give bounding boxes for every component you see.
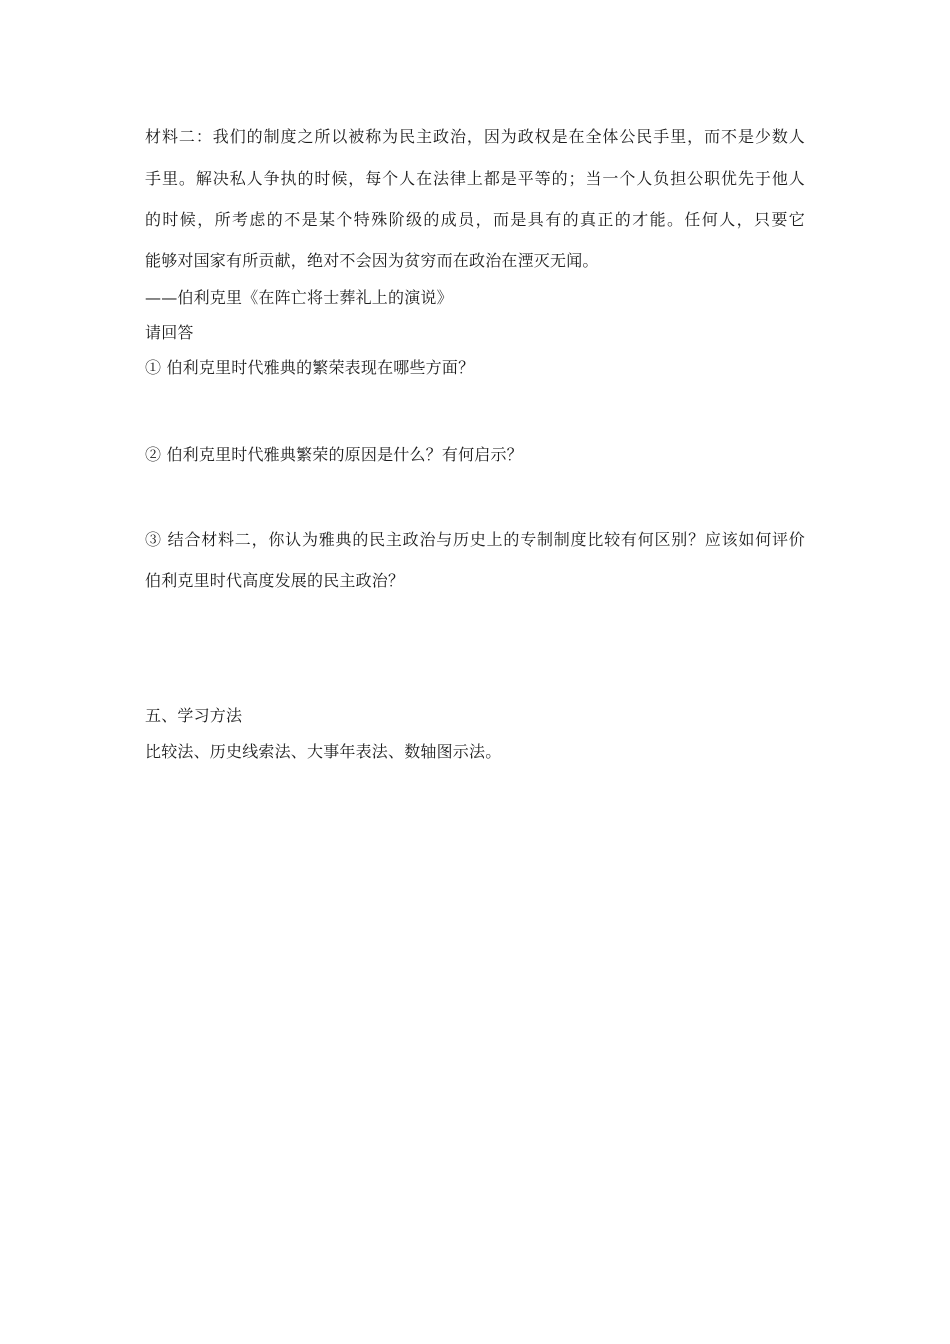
material2-line-4: 能够对国家有所贡献，绝对不会因为贫穷而在政治在湮灭无闻。	[145, 251, 599, 270]
material2-source: ——伯利克里《在阵亡将士葬礼上的演说》	[145, 288, 453, 307]
question-1: ① 伯利克里时代雅典的繁荣表现在哪些方面？	[145, 358, 475, 377]
question-3-line-2: 伯利克里时代高度发展的民主政治？	[145, 571, 405, 590]
section-5-content: 比较法、历史线索法、大事年表法、数轴图示法。	[145, 742, 502, 761]
question-3-line-1: ③ 结合材料二，你认为雅典的民主政治与历史上的专制制度比较有何区别？应该如何评价	[145, 530, 805, 549]
question-2: ② 伯利克里时代雅典繁荣的原因是什么？有何启示？	[145, 445, 523, 464]
material2-line-2: 手里。解决私人争执的时候，每个人在法律上都是平等的；当一个人负担公职优先于他人	[145, 169, 805, 188]
section-5-heading: 五、学习方法	[145, 706, 243, 725]
answer-prompt: 请回答	[145, 323, 194, 342]
material2-line-1: 材料二：我们的制度之所以被称为民主政治，因为政权是在全体公民手里，而不是少数人	[145, 127, 805, 146]
material2-line-3: 的时候，所考虑的不是某个特殊阶级的成员，而是具有的真正的才能。任何人，只要它	[145, 210, 805, 229]
